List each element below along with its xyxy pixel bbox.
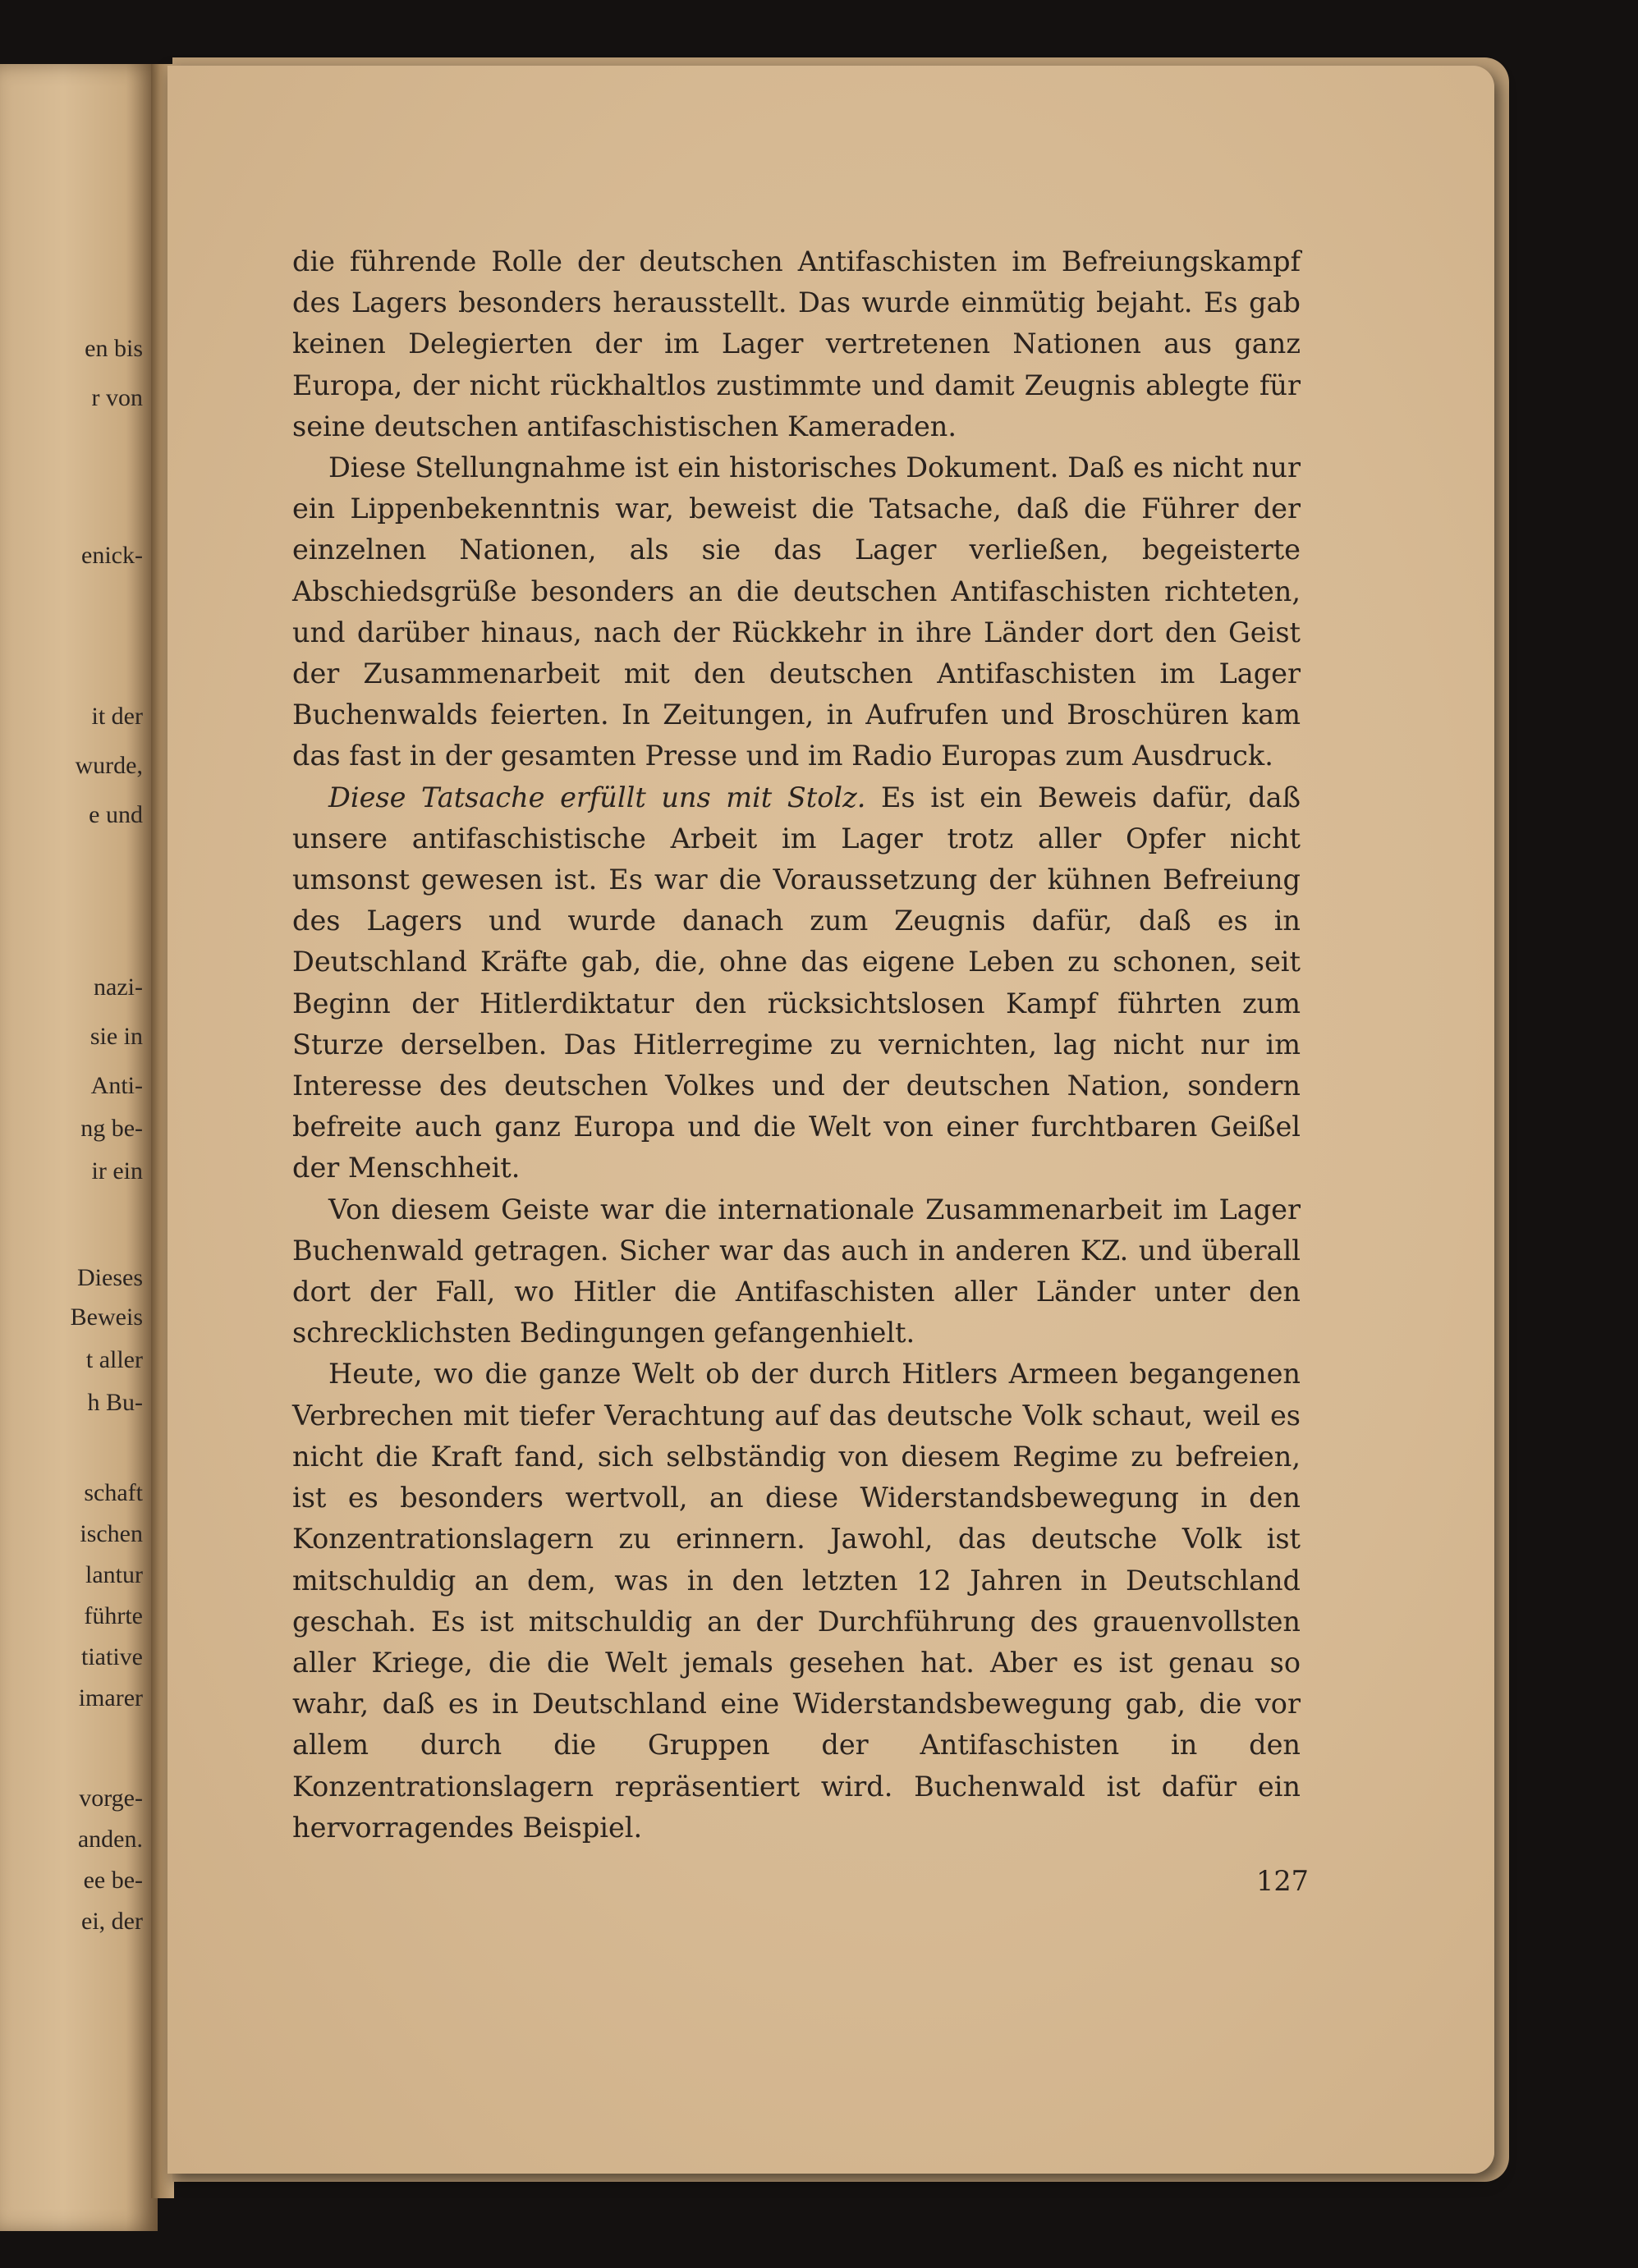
paragraph: Diese Stellungnahme ist ein historisches Dokument. Daß es nicht nur ein Lippenbekenntnis war, beweist die Tatsache, daß die Führer der einzelnen Nationen, als sie das Lager verließen, begeisterte Abschiedsgrüße besonders an die deutschen Antifaschisten richteten, und darüber hinaus, nach der Rückkehr in ihre Länder dort den Geist der Zusammenarbeit mit den deutschen Antifaschisten im Lager Buchenwalds feierten. In Zeitungen, in Aufrufen und Broschüren kam das fast in der gesamten Presse und im Radio Europas zum Ausdruck. [292, 451, 1301, 772]
left-page-text-fragment: schaft [84, 1479, 143, 1506]
italic-lead: Diese Tatsache erfüllt uns mit Stolz. [328, 781, 866, 813]
left-page-text-fragment: it der [91, 703, 143, 730]
left-page-text-fragment: t aller [85, 1346, 143, 1373]
left-page-text-fragment: imarer [78, 1684, 143, 1711]
left-page-text-fragment: anden. [77, 1826, 143, 1853]
left-page-text-fragment: ir ein [91, 1157, 143, 1184]
left-page-text-fragment: lantur [85, 1561, 143, 1588]
paragraph-rest: Es ist ein Beweis dafür, daß unsere antifaschistische Arbeit im Lager trotz aller Opfer nicht umsonst gewesen ist. Es war die Voraussetzung der kühnen Befreiung des Lagers und wurde danach zum Zeugnis dafür, daß es in Deutschland Kräfte gab, die, ohne das eigene Leben zu schonen, seit Beginn der Hitlerdiktatur den rücksichtslosen Kampf führten zum Sturze derselben. Das Hitlerregime zu vernichten, lag nicht nur im Interesse des deutschen Volkes und der deutschen Nation, sondern befreite auch ganz Europa und die Welt von einer furchtbaren Geißel der Menschheit. [292, 781, 1301, 1184]
paragraph: Heute, wo die ganze Welt ob der durch Hitlers Armeen begangenen Verbrechen mit tiefer Verachtung auf das deutsche Volk schaut, weil es nicht die Kraft fand, sich selbständig von diesem Regime zu befreien, ist es besonders wertvoll, an diese Widerstandsbewegung in den Konzentrationslagern zu erinnern. Jawohl, das deutsche Volk ist mitschuldig an dem, was in den letzten 12 Jahren in Deutschland geschah. Es ist mitschuldig an der Durchführung des grauenvollsten aller Kriege, die die Welt jemals gesehen hat. Aber es ist genau so wahr, daß es in Deutschland eine Widerstandsbewegung gab, die vor allem durch die Gruppen der Antifaschisten in den Konzentrationslagern repräsentiert wird. Buchenwald ist dafür ein hervorragendes Beispiel. [292, 1358, 1301, 1844]
paragraph: die führende Rolle der deutschen Antifaschisten im Befreiungskampf des Lagers besonders herausstellt. Das wurde einmütig bejaht. Es gab keinen Delegierten der im Lager vertretenen Nationen aus ganz Europa, der nicht rückhaltlos zustimmte und damit Zeugnis ablegte für seine deutschen antifaschistischen Kameraden. [292, 245, 1301, 442]
left-page-text-fragment: en bis [85, 335, 143, 362]
left-page-text-fragment: ee be- [83, 1867, 143, 1894]
left-page-text-fragment: Beweis [70, 1304, 143, 1331]
left-page-text-fragment: e und [89, 801, 143, 828]
left-page-text-fragment: sie in [89, 1023, 143, 1050]
left-page-text-fragment: tiative [81, 1643, 143, 1670]
left-page-text-fragment: h Bu- [87, 1389, 143, 1416]
paragraph [292, 777, 1301, 1189]
left-page-text-fragment: ng be- [80, 1115, 143, 1142]
left-page-text-fragment: ischen [80, 1520, 143, 1547]
left-page-text-fragment: ei, der [81, 1908, 143, 1935]
left-page-text-fragment: r von [91, 384, 143, 411]
left-page-text-fragment: Dieses [77, 1264, 143, 1291]
page-number: 127 [1256, 1865, 1309, 1897]
paragraph: Von diesem Geiste war die internationale Zusammenarbeit im Lager Buchenwald getragen. Sicher war das auch in anderen KZ. und überall dort der Fall, wo Hitler die Antifaschisten aller Länder unter den schrecklichsten Bedingungen gefangenhielt. [292, 1193, 1301, 1349]
left-page-text-fragment: wurde, [75, 752, 143, 779]
page-body-text [292, 241, 1301, 1849]
left-page-text-fragment: vorge- [79, 1785, 143, 1812]
left-page-text-fragment: führte [84, 1602, 143, 1629]
left-facing-page [0, 64, 158, 2231]
left-page-text-fragment: Anti- [90, 1072, 143, 1099]
left-page-text-fragment: enick- [81, 542, 143, 569]
left-page-text-fragment: nazi- [94, 974, 143, 1001]
